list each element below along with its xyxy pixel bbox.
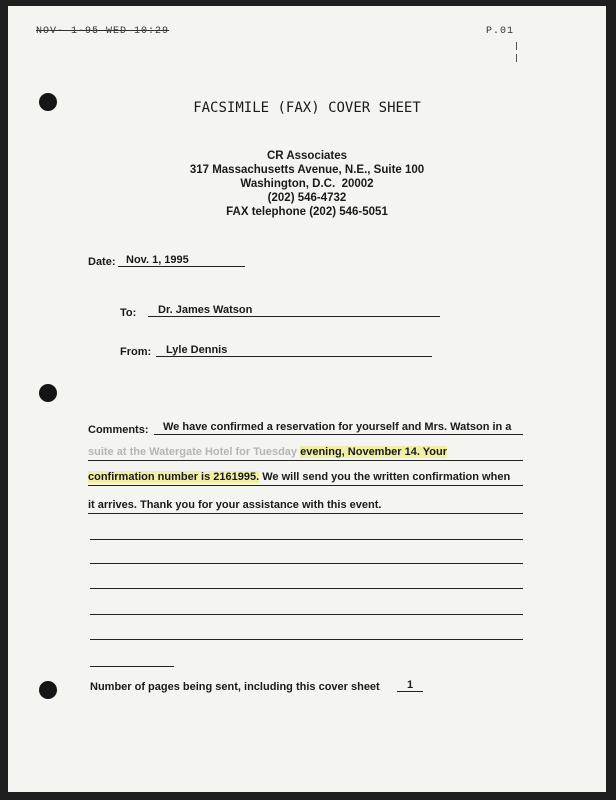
blank-rule: [90, 588, 523, 589]
sender-phone: (202) 546-4732: [267, 192, 347, 204]
sender-fax: FAX telephone (202) 546-5051: [226, 206, 388, 218]
comment-faded-text: suite at the Watergate Hotel for Tuesday: [88, 446, 298, 458]
comment-rule: [154, 434, 523, 435]
to-value: Dr. James Watson: [158, 304, 253, 316]
comment-line-2: [88, 446, 447, 458]
comments-label: Comments:: [88, 424, 149, 436]
date-underline: [118, 266, 245, 267]
to-underline: [148, 316, 440, 317]
comment-rule: [88, 460, 523, 461]
comment-rule: [88, 513, 523, 514]
margin-mark: [516, 42, 517, 50]
blank-rule: [90, 539, 523, 540]
date-value: Nov. 1, 1995: [126, 254, 189, 266]
pages-value: 1: [407, 679, 414, 691]
comment-line-4: it arrives. Thank you for your assistance with this event.: [88, 499, 382, 511]
from-underline: [156, 356, 432, 357]
pages-underline: [397, 691, 423, 692]
page-title: FACSIMILE (FAX) COVER SHEET: [193, 100, 421, 116]
fax-datetime: NOV- 1-95 WED 10:29: [36, 26, 170, 37]
sender-address-line1: 317 Massachusetts Avenue, N.E., Suite 100: [189, 164, 425, 176]
sender-company: CR Associates: [266, 150, 348, 162]
comment-highlight: evening, November 14. Your: [300, 446, 448, 458]
comment-highlight: confirmation number is 2161995.: [88, 471, 260, 483]
comment-line-3: [88, 471, 510, 483]
comment-line-1: We have confirmed a reservation for yourself and Mrs. Watson in a: [163, 421, 512, 433]
comment-rule: [88, 485, 523, 486]
sender-address-line2: Washington, D.C. 20002: [240, 178, 374, 190]
fax-page: [8, 6, 606, 792]
fax-page-number: P.01: [486, 26, 515, 37]
to-label: To:: [120, 307, 137, 319]
punch-hole: [39, 681, 57, 699]
punch-hole: [39, 384, 57, 402]
blank-rule-short: [90, 666, 174, 667]
blank-rule: [90, 614, 523, 615]
from-value: Lyle Dennis: [166, 344, 228, 356]
date-label: Date:: [88, 256, 116, 268]
blank-rule: [90, 563, 523, 564]
blank-rule: [90, 639, 523, 640]
comment-text: We will send you the written confirmation when: [262, 471, 511, 483]
pages-label: Number of pages being sent, including this cover sheet: [90, 681, 380, 693]
margin-mark: [516, 54, 517, 62]
from-label: From:: [120, 346, 152, 358]
